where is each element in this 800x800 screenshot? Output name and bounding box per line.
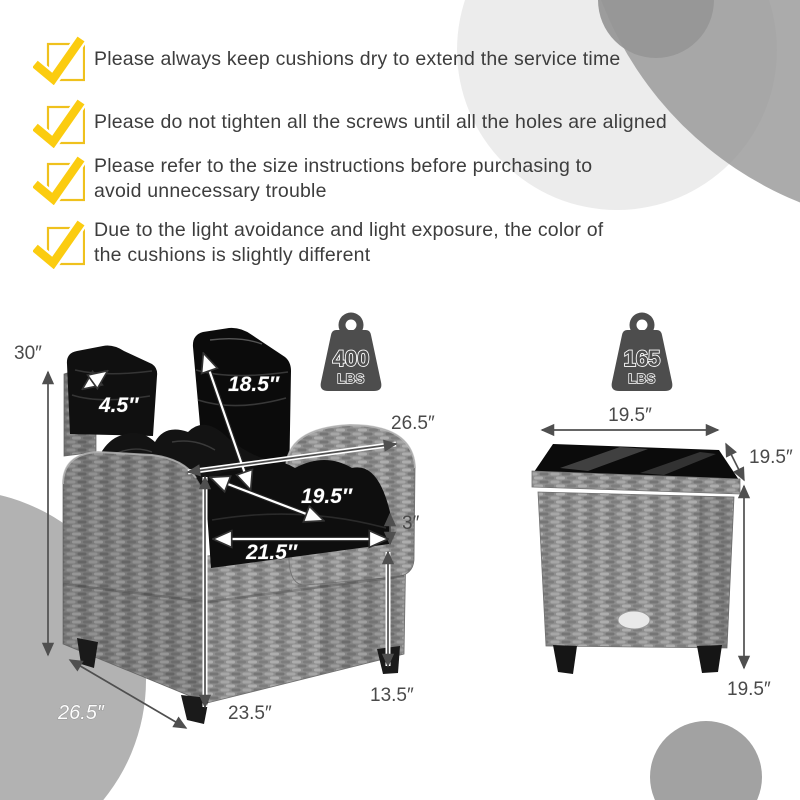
chair-weight-value: 400 bbox=[332, 346, 370, 371]
notice-text: Please do not tighten all the screws until all the holes are aligned bbox=[94, 110, 667, 133]
notice-text: Please refer to the size instructions before purchasing to avoid unnecessary trouble bbox=[94, 155, 593, 202]
chair-seat-height-label: 13.5″ bbox=[370, 685, 414, 706]
chair-weight-unit: LBS bbox=[337, 371, 365, 386]
table-height-label: 19.5″ bbox=[727, 679, 771, 700]
table-weight-unit: LBS bbox=[628, 371, 656, 386]
chair-seat-width-label: 21.5″ bbox=[246, 541, 297, 564]
chair-seat-depth-label: 19.5″ bbox=[301, 485, 352, 508]
chair-width-label: 26.5″ bbox=[391, 413, 435, 434]
chair-weight-capacity-icon bbox=[321, 313, 382, 392]
chair-front-height-label: 23.5″ bbox=[228, 703, 272, 724]
chair-depth-label: 26.5″ bbox=[58, 702, 105, 724]
table-foot bbox=[697, 645, 722, 673]
chair-pillow-label: 4.5″ bbox=[99, 394, 139, 417]
notice-text: Please always keep cushions dry to extend the service time bbox=[94, 47, 621, 70]
chair-back-label: 18.5″ bbox=[228, 373, 279, 396]
table-weight-capacity-icon bbox=[612, 313, 673, 392]
table-width-label: 19.5″ bbox=[608, 405, 652, 426]
table-depth-label: 19.5″ bbox=[749, 447, 793, 468]
chair-cushion-label: 3″ bbox=[402, 513, 420, 534]
table-logo-badge bbox=[618, 611, 650, 629]
chair-foot bbox=[77, 638, 98, 668]
chair-height-label: 30″ bbox=[14, 343, 42, 364]
side-table-illustration bbox=[532, 444, 740, 674]
table-weight-value: 165 bbox=[623, 346, 661, 371]
table-foot bbox=[553, 645, 577, 674]
chair-back-pillow-left bbox=[67, 346, 157, 436]
notice-text: Due to the light avoidance and light exposure, the color of the cushions is slightly different bbox=[94, 219, 604, 266]
